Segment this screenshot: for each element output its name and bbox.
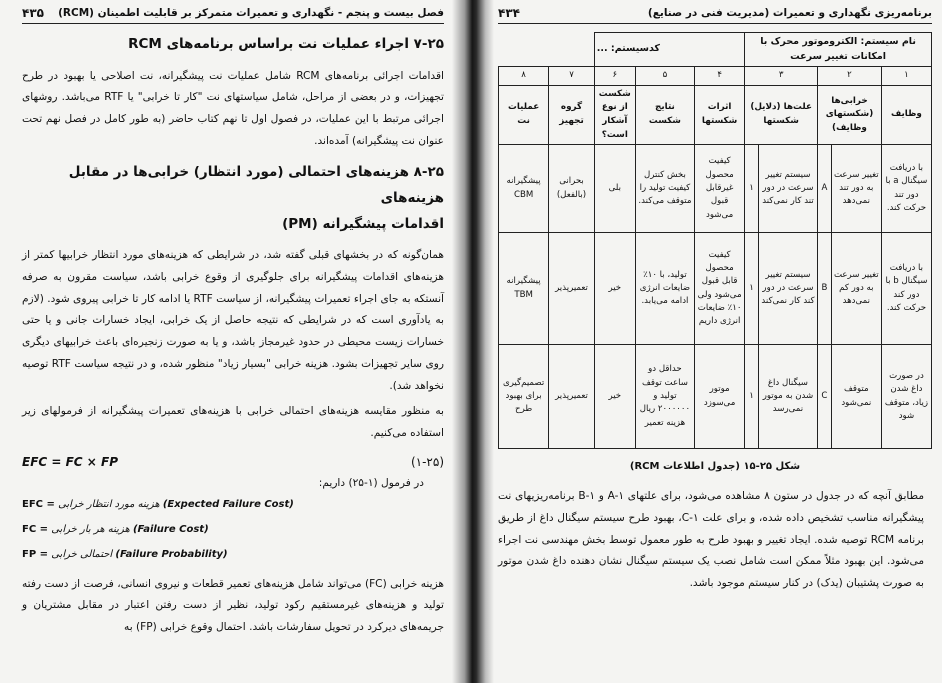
column-number: ۴ (695, 67, 745, 85)
cell-task: با دریافت سیگنال a با دور تند حرکت کند. (881, 145, 931, 233)
cell-failure: تغییر سرعت به دور کم نمی‌دهد (831, 233, 881, 345)
system-name: نام سیستم: الکتروموتور محرک با امکانات تغییر سرعت (745, 33, 932, 67)
cell-effect: موتور می‌سوزد (695, 345, 745, 449)
column-number: ۸ (499, 67, 549, 85)
cell-cause-code: ۱ (745, 233, 759, 345)
column-number: ۷ (549, 67, 595, 85)
cell-cause: سیستم تغییر سرعت در دور تند کار نمی‌کند (758, 145, 817, 233)
right-page-paragraph: مطابق آنچه که در جدول در ستون ۸ مشاهده می‌شود، برای علتهای A-۱ و B-۱ برنامه‌ریزیهای نت پیشگیرانه مناسب تشخیص داده شده، و برای علت C-۱، بهبود طرح سیستم سیگنال داغ از طریق برنامه RCM توصیه شده. ایجاد تغییر و بهبود طرح به طور معمول توسط بخش مهندسی نت اجراء می‌شود. این بهبود مثلاً ممکن است شامل نصب یک سیستم سیگنال نشان دهنده داغ شدن موتور به صورت پشتیبان (یدک) در کنار سیستم موجود باشد. (498, 490, 924, 590)
formula-intro: در فرمول (۱-۲۵) داریم: (318, 476, 424, 489)
cell-action: تصمیم‌گیری برای بهبود طرح (499, 345, 549, 449)
section-8-paragraph-3: هزینه خرابی (FC) می‌تواند شامل هزینه‌های تعمیر قطعات و نیروی انسانی، فرصت از دست رفته تولید و هزینه‌های غیرمستقیم رکود تولید، نظیر از دست رفتن اعتبار در مقابل مشتریان و جریمه‌های دیرکرد در تحویل سفارشات باشد. احتمال وقوع خرابی (FP) به (22, 577, 445, 634)
right-page (480, 0, 942, 683)
left-page (0, 0, 470, 683)
section-8-title (22, 160, 444, 237)
rcm-information-table (498, 32, 932, 449)
cell-cause: سیگنال داغ شدن به موتور نمی‌رسد (758, 345, 817, 449)
cell-cause-code: ۱ (745, 345, 759, 449)
left-page-header (22, 6, 444, 24)
column-number: ۱ (881, 67, 931, 85)
header-causes: علت‌ها (دلایل) شکستها (745, 85, 818, 145)
column-number: ۶ (594, 67, 635, 85)
system-code: کدسیستم: ... (594, 33, 744, 67)
definition-symbol: FP = (22, 548, 49, 560)
column-number: ۳ (745, 67, 818, 85)
definition-english: (Expected Failure Cost) (162, 498, 294, 510)
cell-failure-code: C (818, 345, 832, 449)
formula-efc (22, 455, 444, 469)
cell-cause-code: ۱ (745, 145, 759, 233)
definition-fc (22, 524, 444, 535)
left-header-title: فصل بیست و پنجم - نگهداری و تعمیرات متمرکز بر قابلیت اطمینان (RCM) (58, 7, 444, 19)
header-equipment-group: گروه تجهیز (549, 85, 595, 145)
cell-evident: خیر (594, 345, 635, 449)
table-system-row (499, 33, 932, 67)
table-row (499, 233, 932, 345)
header-tasks: وظایف (881, 85, 931, 145)
right-page-header (498, 6, 932, 24)
cell-failure-code: B (818, 233, 832, 345)
cell-task: در صورت داغ شدن زیاد، متوقف شود (881, 345, 931, 449)
cell-group: بحرانی (بالفعل) (549, 145, 595, 233)
right-header-title: برنامه‌ریزی نگهداری و تعمیرات (مدیریت فنی در صنایع) (647, 7, 932, 19)
definition-efc (22, 499, 444, 510)
formula-number: (۱-۲۵) (410, 454, 444, 469)
left-page-number: ۴۳۵ (22, 6, 44, 20)
column-number: ۵ (635, 67, 694, 85)
cell-failure: تغییر سرعت به دور تند نمی‌دهد (831, 145, 881, 233)
definition-persian: احتمالی خرابی (51, 548, 113, 560)
header-effects: اثرات شکستها (695, 85, 745, 145)
table-row (499, 145, 932, 233)
column-number: ۲ (818, 67, 882, 85)
definition-fp (22, 549, 444, 560)
cell-group: تعمیرپذیر (549, 345, 595, 449)
section-7-title: ۷-۲۵ اجراء عملیات نت براساس برنامه‌های RCM (128, 36, 444, 52)
cell-task: با دریافت سیگنال b با دور کند حرکت کند. (881, 233, 931, 345)
header-maintenance-action: عملیات نت (499, 85, 549, 145)
cell-consequence: بخش کنترل کیفیت تولید را متوقف می‌کند. (635, 145, 694, 233)
table-header-row (499, 85, 932, 145)
section-8-paragraph-1: همان‌گونه که در بخشهای قبلی گفته شد، در شرایطی که هزینه‌های مورد انتظار خرابیها کمتر از هزینه‌های اقدامات پیشگیرانه برای جلوگیری از وقوع خرابی باشد، سیاست مقرون به صرفه آنستکه به جای اجراء تعمیرات پیشگیرانه، از سیاست RTF یا ادامه کار تا خرابی پیروی شود. (لازم به یادآوری است که در شرایطی که نتیجه حاصل از یک خرابی، ایجاد خسارات جانی و یا حتی خسارات زیست محیطی در حدود غیرمجاز باشد، و یا به صورت زنجیره‌ای باعث خرابیهای دیگری روی سایر تجهیزات بشود. هزینه خرابی "بسیار زیاد" منظور شده، و در نتیجه سیاست RTF توصیه نخواهد شد). (22, 249, 444, 392)
cell-effect: کیفیت محصول غیرقابل قبول می‌شود (695, 145, 745, 233)
header-consequences: نتایج شکست (635, 85, 694, 145)
header-evident: شکست از نوع آشکار است؟ (594, 85, 635, 145)
section-8-title-line2: اقدامات پیشگیرانه (PM) (282, 215, 444, 232)
definition-english: (Failure Probability) (115, 548, 228, 560)
cell-cause: سیستم تغییر سرعت در دور کند کار نمی‌کند (758, 233, 817, 345)
section-8-paragraph-2: به منظور مقایسه هزینه‌های احتمالی خرابی با هزینه‌های تعمیرات پیشگیرانه از فرمولهای زیر استفاده می‌کنیم. (22, 405, 444, 439)
table-row (499, 345, 932, 449)
cell-consequence: تولید، با ۱۰٪ ضایعات انرژی ادامه می‌یابد. (635, 233, 694, 345)
formula-text: EFC = FC × FP (22, 454, 119, 469)
section-8-title-line1: ۸-۲۵ هزینه‌های احتمالی (مورد انتظار) خرابی‌ها در مقابل هزینه‌های (68, 164, 444, 207)
header-failures: خرابی‌ها (شکستهای وظایف) (818, 85, 882, 145)
cell-evident: بلی (594, 145, 635, 233)
cell-effect: کیفیت محصول قابل قبول می‌شود ولی ۱۰٪ ضایعات انرژی داریم (695, 233, 745, 345)
cell-failure-code: A (818, 145, 832, 233)
cell-action: پیشگیرانه CBM (499, 145, 549, 233)
figure-caption: شکل ۲۵-۱۵ (جدول اطلاعات RCM) (629, 461, 801, 473)
cell-failure: متوقف نمی‌شود (831, 345, 881, 449)
column-number-row (499, 67, 932, 85)
definition-persian: هزینه هر بار خرابی (51, 523, 130, 535)
section-7-paragraph: اقدامات اجرائی برنامه‌های RCM شامل عملیات نت پیشگیرانه، نت اصلاحی یا بهبود در طرح تجهیزات، و در بعضی از مراحل، شامل سیاستهای نت "کار تا خرابی" یا RTF می‌باشد. روشهای اجرائی مرتبط با این عملیات، در فصول اول تا نهم کتاب حاضر (به طور کامل در فصل نهم تحت عنوان نت پیشگیرانه) آمده‌اند. (22, 69, 444, 147)
cell-consequence: حداقل دو ساعت توقف تولید و ۲۰۰۰۰۰۰ ریال هزینه تعمیر (635, 345, 694, 449)
right-page-body (498, 486, 932, 595)
cell-group: تعمیرپذیر (549, 233, 595, 345)
definition-persian: هزینه مورد انتظار خرابی (58, 498, 160, 510)
cell-action: پیشگیرانه TBM (499, 233, 549, 345)
cell-evident: خیر (594, 233, 635, 345)
definition-symbol: FC = (22, 523, 49, 535)
right-page-number: ۴۳۴ (498, 6, 520, 20)
definition-english: (Failure Cost) (132, 523, 209, 535)
definition-symbol: EFC = (22, 498, 55, 510)
